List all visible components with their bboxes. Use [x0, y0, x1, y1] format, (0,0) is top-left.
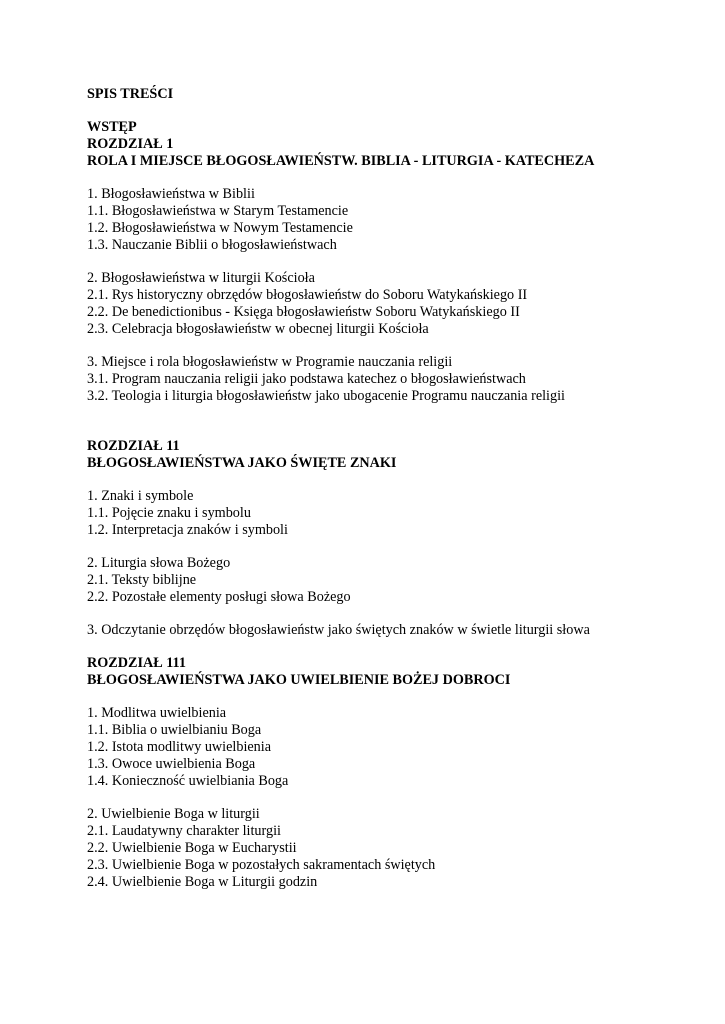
toc-entry: 1.3. Owoce uwielbienia Boga — [87, 756, 256, 772]
toc-entry: 2.3. Uwielbienie Boga w pozostałych sakramentach świętych — [87, 857, 436, 873]
spacer — [87, 405, 697, 438]
spacer — [87, 338, 697, 354]
toc-entry: 3. Odczytanie obrzędów błogosławieństw jako świętych znaków w świetle liturgii słowa — [87, 622, 590, 638]
toc-entry: 1.4. Konieczność uwielbiania Boga — [87, 773, 289, 789]
toc-entry: 2.2. De benedictionibus - Księga błogosławieństw Soboru Watykańskiego II — [87, 304, 520, 320]
toc-entry: 2.3. Celebracja błogosławieństw w obecnej liturgii Kościoła — [87, 321, 429, 337]
spacer — [87, 539, 697, 555]
chapter-label: ROZDZIAŁ 111 — [87, 655, 186, 671]
toc-entry: 2. Błogosławieństwa w liturgii Kościoła — [87, 270, 315, 286]
spacer — [87, 689, 697, 705]
spacer — [87, 170, 697, 186]
spacer — [87, 472, 697, 488]
document-page — [87, 86, 697, 891]
toc-entry: 2. Uwielbienie Boga w liturgii — [87, 806, 260, 822]
chapter-title: BŁOGOSŁAWIEŃSTWA JAKO ŚWIĘTE ZNAKI — [87, 455, 397, 471]
toc-title: SPIS TREŚCI — [87, 86, 174, 102]
toc-entry: 2.4. Uwielbienie Boga w Liturgii godzin — [87, 874, 318, 890]
toc-entry: 2.1. Rys historyczny obrzędów błogosławieństw do Soboru Watykańskiego II — [87, 287, 528, 303]
spacer — [87, 639, 697, 655]
toc-entry: 1. Błogosławieństwa w Biblii — [87, 186, 255, 202]
toc-entry: 1. Modlitwa uwielbienia — [87, 705, 227, 721]
toc-entry: 3.2. Teologia i liturgia błogosławieństw jako ubogacenie Programu nauczania religii — [87, 388, 565, 404]
chapter-title: ROLA I MIEJSCE BŁOGOSŁAWIEŃSTW. BIBLIA - LITURGIA - KATECHEZA — [87, 153, 595, 169]
chapter-label: ROZDZIAŁ 1 — [87, 136, 174, 152]
chapter-label: ROZDZIAŁ 11 — [87, 438, 180, 454]
spacer — [87, 790, 697, 806]
toc-entry: 2.1. Laudatywny charakter liturgii — [87, 823, 281, 839]
spacer — [87, 103, 697, 119]
chapter-title: BŁOGOSŁAWIEŃSTWA JAKO UWIELBIENIE BOŻEJ DOBROCI — [87, 672, 511, 688]
toc-entry: 1.1. Błogosławieństwa w Starym Testamencie — [87, 203, 349, 219]
toc-entry: 2.1. Teksty biblijne — [87, 572, 197, 588]
toc-entry: 1.3. Nauczanie Biblii o błogosławieństwach — [87, 237, 337, 253]
toc-entry: 1.2. Interpretacja znaków i symboli — [87, 522, 288, 538]
spacer — [87, 254, 697, 270]
toc-entry: 3. Miejsce i rola błogosławieństw w Programie nauczania religii — [87, 354, 453, 370]
toc-entry: 1.2. Istota modlitwy uwielbienia — [87, 739, 272, 755]
toc-entry: 1.1. Biblia o uwielbianiu Boga — [87, 722, 262, 738]
toc-entry: 3.1. Program nauczania religii jako podstawa katechez o błogosławieństwach — [87, 371, 526, 387]
toc-entry: 2.2. Uwielbienie Boga w Eucharystii — [87, 840, 297, 856]
toc-entry: 1.2. Błogosławieństwa w Nowym Testamencie — [87, 220, 353, 236]
toc-entry: 2.2. Pozostałe elementy posługi słowa Bożego — [87, 589, 351, 605]
toc-entry: 2. Liturgia słowa Bożego — [87, 555, 231, 571]
intro-heading: WSTĘP — [87, 119, 137, 135]
toc-entry: 1. Znaki i symbole — [87, 488, 194, 504]
toc-entry: 1.1. Pojęcie znaku i symbolu — [87, 505, 251, 521]
spacer — [87, 606, 697, 622]
